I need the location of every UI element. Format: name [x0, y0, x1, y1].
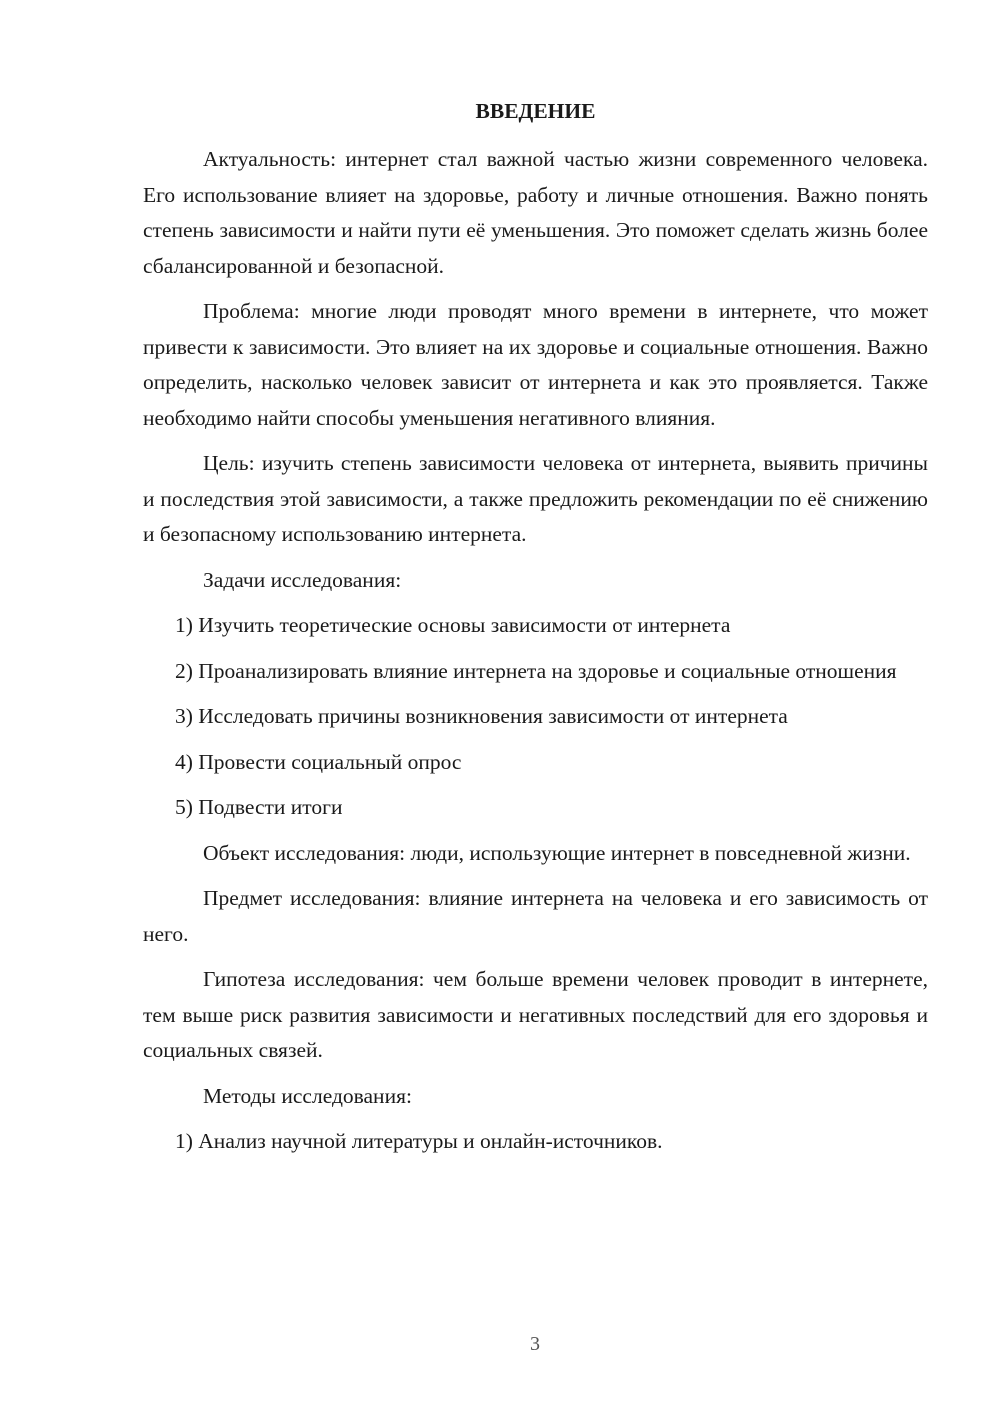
document-page: [143, 92, 928, 1170]
problem-paragraph: Проблема: многие люди проводят много времени в интернете, что может привести к зависимости. Это влияет на их здоровье и социальные отношения. Важно определить, насколько человек зависит от интернета и как это проявляется. Также необходимо найти способы уменьшения негативного влияния.: [143, 299, 928, 430]
method-item-1: 1) Анализ научной литературы и онлайн-источников.: [175, 1129, 663, 1153]
tasks-title: Задачи исследования:: [203, 567, 402, 592]
task-item-5: 5) Подвести итоги: [175, 795, 343, 819]
object-paragraph: Объект исследования: люди, использующие интернет в повседневной жизни.: [203, 840, 911, 865]
task-item-4: 4) Провести социальный опрос: [175, 749, 462, 774]
section-heading: ВВЕДЕНИЕ: [475, 99, 596, 123]
page-number: 3: [530, 1333, 540, 1355]
methods-title: Методы исследования:: [203, 1083, 412, 1108]
goal-paragraph: Цель: изучить степень зависимости человека от интернета, выявить причины и последствия этой зависимости, а также предложить рекомендации по её снижению и безопасному использованию интернета.: [143, 451, 928, 546]
actuality-paragraph: Актуальность: интернет стал важной частью жизни современного человека. Его использование влияет на здоровье, работу и личные отношения. Важно понять степень зависимости и найти пути её уменьшения. Это поможет сделать жизнь более сбалансированной и безопасной.: [143, 147, 928, 278]
task-item-2: 2) Проанализировать влияние интернета на здоровье и социальные отношения: [175, 658, 897, 683]
task-item-1: 1) Изучить теоретические основы зависимости от интернета: [175, 613, 731, 637]
task-item-3: 3) Исследовать причины возникновения зависимости от интернета: [175, 704, 788, 728]
subject-paragraph: Предмет исследования: влияние интернета на человека и его зависимость от него.: [143, 886, 928, 946]
hypothesis-paragraph: Гипотеза исследования: чем больше времени человек проводит в интернете, тем выше риск развития зависимости и негативных последствий для его здоровья и социальных связей.: [143, 967, 928, 1062]
